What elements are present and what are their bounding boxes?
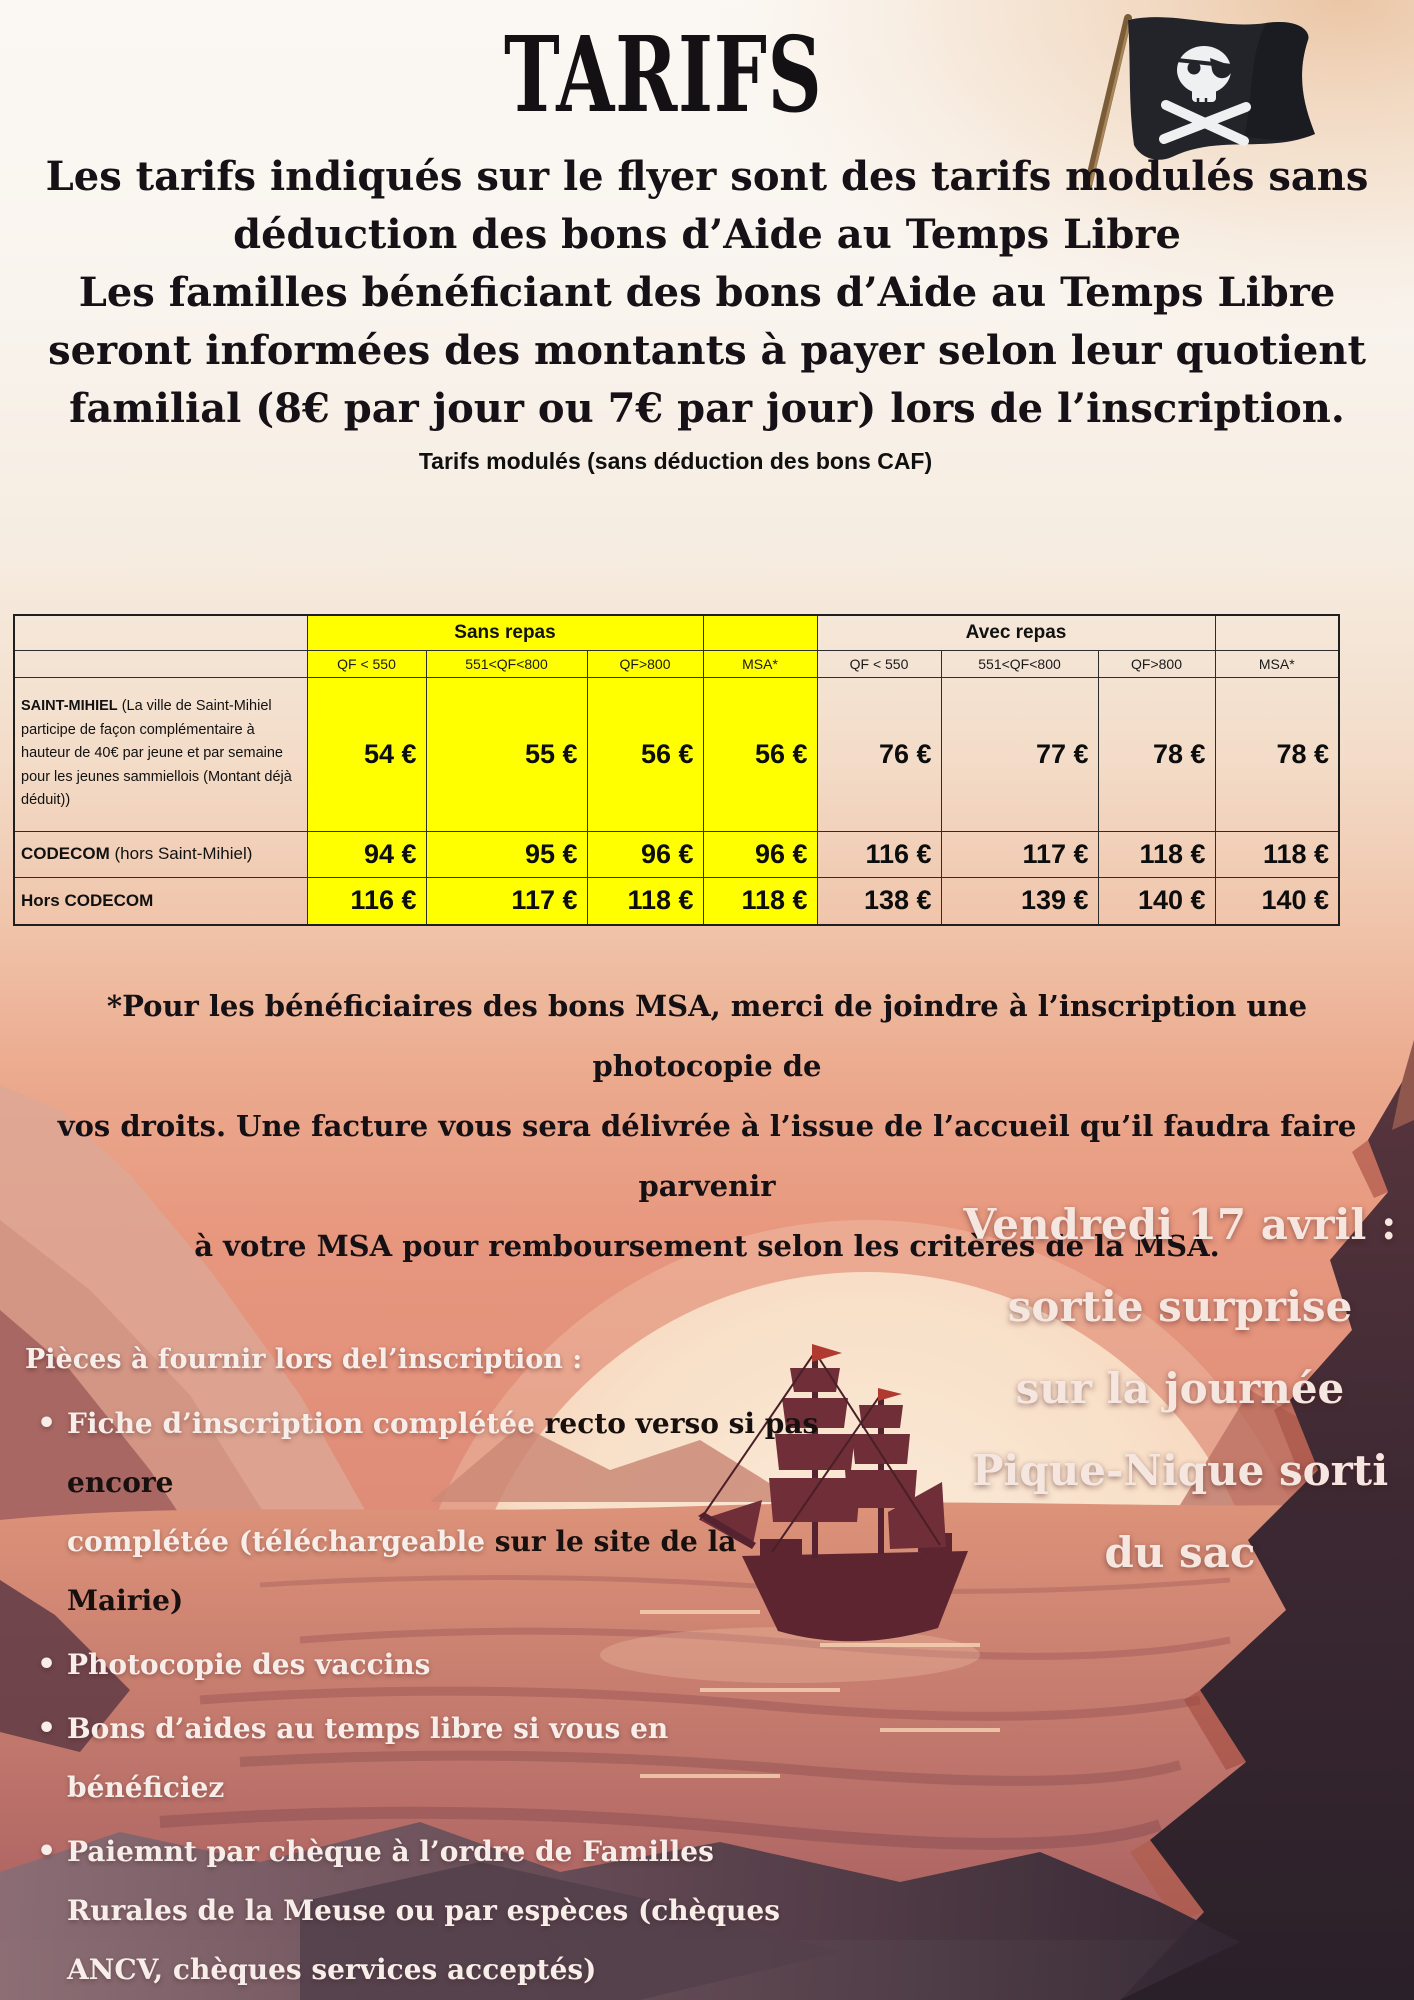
price-cell: 118 € [587,877,703,925]
price-cell: 54 € [307,677,426,831]
price-cell: 96 € [703,831,817,877]
price-cell: 94 € [307,831,426,877]
msa-note-line: à votre MSA pour remboursement selon les critères de la MSA. [194,1229,1220,1263]
row-label-rest: (hors Saint-Mihiel) [109,844,253,863]
col-header: MSA* [703,650,817,677]
page-title [0,13,1414,136]
col-header: QF < 550 [817,650,941,677]
row-label-bold: SAINT-MIHIEL [21,698,118,715]
row-label-bold: Hors CODECOM [21,890,154,910]
price-cell: 77 € [941,677,1098,831]
announcement-block [950,1184,1410,1594]
text-segment: Paiemnt par chèque à l’ordre de Familles Rurales de la Meuse ou par espèces (chèques ANCV, chèques services acceptés) [67,1835,780,1986]
page-title-text: TARIFS [503,13,823,136]
checklist-item [25,1394,835,1630]
price-cell: 117 € [426,877,587,925]
table-row-hors-codecom [14,877,1339,925]
checklist-item [25,1699,835,1817]
price-cell: 55 € [426,677,587,831]
price-cell: 116 € [817,831,941,877]
row-label-bold: CODECOM [21,844,110,863]
price-cell: 95 € [426,831,587,877]
text-segment: Fiche d’inscription complétée [67,1407,545,1440]
intro-line: seront informées des montants à payer selon leur quotient [48,327,1366,374]
col-header: QF < 550 [307,650,426,677]
table-title: Tarifs modulés (sans déduction des bons CAF) [418,448,933,474]
price-cell: 117 € [941,831,1098,877]
table-row-saint-mihiel [14,677,1339,831]
price-cell: 78 € [1215,677,1339,831]
text-segment: Photocopie des vaccins [67,1648,431,1681]
announcement-line: sortie surprise [1007,1282,1353,1331]
price-cell: 140 € [1215,877,1339,925]
text-segment: Bons d’aides au temps libre si vous en bénéficiez [67,1712,669,1804]
registration-checklist [25,1340,835,2000]
col-header: 551<QF<800 [426,650,587,677]
intro-line: Les tarifs indiqués sur le flyer sont des tarifs modulés sans [45,153,1369,200]
announcement-line: Vendredi 17 avril : [963,1200,1397,1249]
table-group-header-row [14,615,1339,650]
empty-cell [1215,615,1339,650]
col-header: MSA* [1215,650,1339,677]
checklist-heading: Pièces à fournir lors del’inscription : [25,1344,583,1375]
empty-cell-yellow [703,615,817,650]
tarifs-table [13,614,1340,926]
price-cell: 118 € [1215,831,1339,877]
checklist-item-line [67,1394,835,1512]
group-header-avec-repas: Avec repas [817,615,1215,650]
col-header: 551<QF<800 [941,650,1098,677]
checklist-items [25,1394,835,1999]
price-cell: 76 € [817,677,941,831]
price-cell: 118 € [703,877,817,925]
announcement-line: du sac [1104,1528,1256,1577]
price-cell: 139 € [941,877,1098,925]
intro-line: déduction des bons d’Aide au Temps Libre [233,211,1181,258]
checklist-item-line [67,1512,835,1630]
price-cell: 140 € [1098,877,1215,925]
empty-cell [14,615,307,650]
row-label-rest: (La ville de Saint-Mihiel participe de façon complémentaire à hauteur de 40€ par jeune et par semaine pour les jeunes sammiellois (Montant déjà déduit)) [21,698,292,809]
row-label [14,677,307,831]
text-segment: complétée (téléchargeable [67,1525,495,1558]
col-header: QF>800 [1098,650,1215,677]
price-cell: 96 € [587,831,703,877]
row-label [14,831,307,877]
table-row-codecom [14,831,1339,877]
price-cell: 116 € [307,877,426,925]
price-cell: 56 € [703,677,817,831]
intro-line: familial (8€ par jour ou 7€ par jour) lors de l’inscription. [69,385,1345,432]
checklist-item [25,1635,835,1694]
price-cell: 138 € [817,877,941,925]
group-header-sans-repas: Sans repas [307,615,703,650]
intro-line: Les familles bénéficiant des bons d’Aide au Temps Libre [78,269,1336,316]
intro-paragraph [0,148,1414,438]
text-segment: sur le site de la Mairie) [67,1525,737,1617]
text-segment: recto verso si pas encore [67,1407,819,1499]
price-cell: 78 € [1098,677,1215,831]
tarifs-table-container [13,614,1340,926]
msa-note-line: *Pour les bénéficiaires des bons MSA, merci de joindre à l’inscription une photocopie de [106,989,1308,1083]
empty-cell [14,650,307,677]
table-column-header-row [14,650,1339,677]
msa-note-line: vos droits. Une facture vous sera délivrée à l’issue de l’accueil qu’il faudra faire parvenir [57,1109,1357,1203]
announcement-line: Pique-Nique sorti [971,1446,1389,1495]
checklist-item [25,1822,835,1999]
announcement-line: sur la journée [1015,1364,1345,1413]
price-cell: 56 € [587,677,703,831]
row-label [14,877,307,925]
price-cell: 118 € [1098,831,1215,877]
col-header: QF>800 [587,650,703,677]
